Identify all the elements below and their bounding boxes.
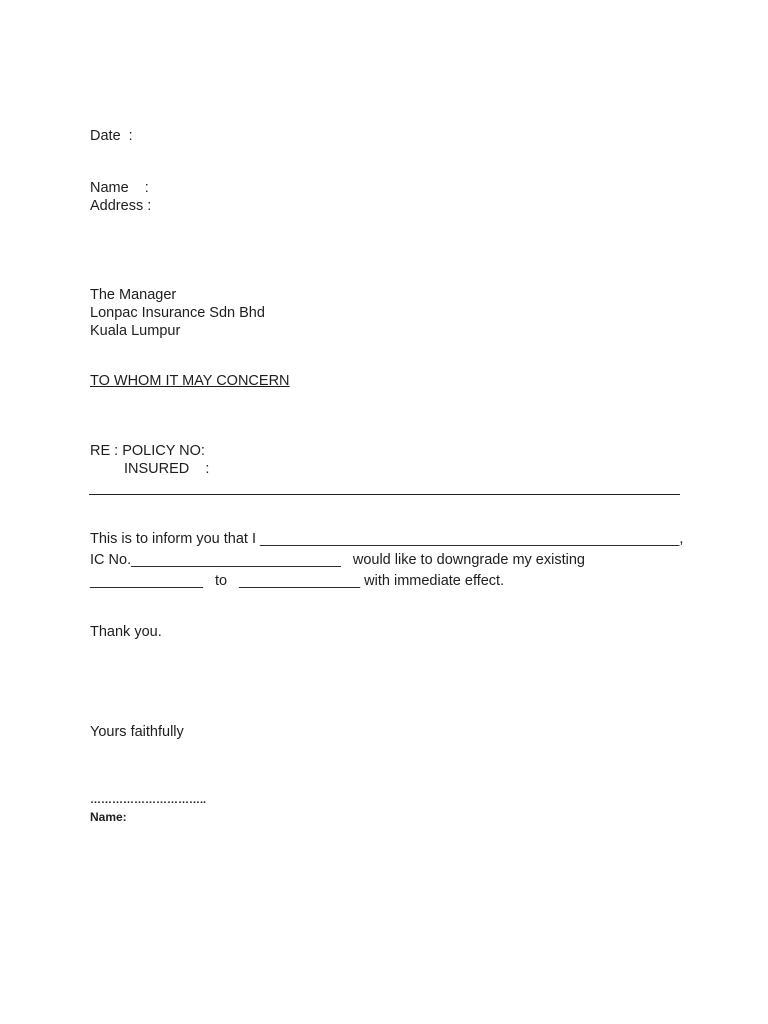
recipient-title: The Manager	[90, 287, 177, 303]
closing-line: Yours faithfully	[90, 724, 184, 740]
recipient-city: Kuala Lumpur	[90, 323, 181, 339]
separator-rule	[89, 494, 680, 495]
sender-name-line: Name :	[90, 180, 149, 196]
date-line: Date :	[90, 128, 133, 144]
body-line-3: ______________ to _______________ with immediate effect.	[90, 573, 505, 589]
policy-number-line: RE : POLICY NO:	[90, 443, 205, 459]
signature-name-label: Name:	[90, 810, 127, 824]
body-line-1: This is to inform you that I ____________________________________________________,	[90, 531, 684, 547]
salutation-heading: TO WHOM IT MAY CONCERN	[90, 373, 290, 389]
insured-line: INSURED :	[124, 461, 210, 477]
body-line-2: IC No.__________________________ would like to downgrade my existing	[90, 552, 585, 568]
thanks-line: Thank you.	[90, 624, 162, 640]
signature-dotted-line: …………………………..	[90, 794, 207, 806]
sender-address-line: Address :	[90, 198, 152, 214]
recipient-company: Lonpac Insurance Sdn Bhd	[90, 305, 265, 321]
